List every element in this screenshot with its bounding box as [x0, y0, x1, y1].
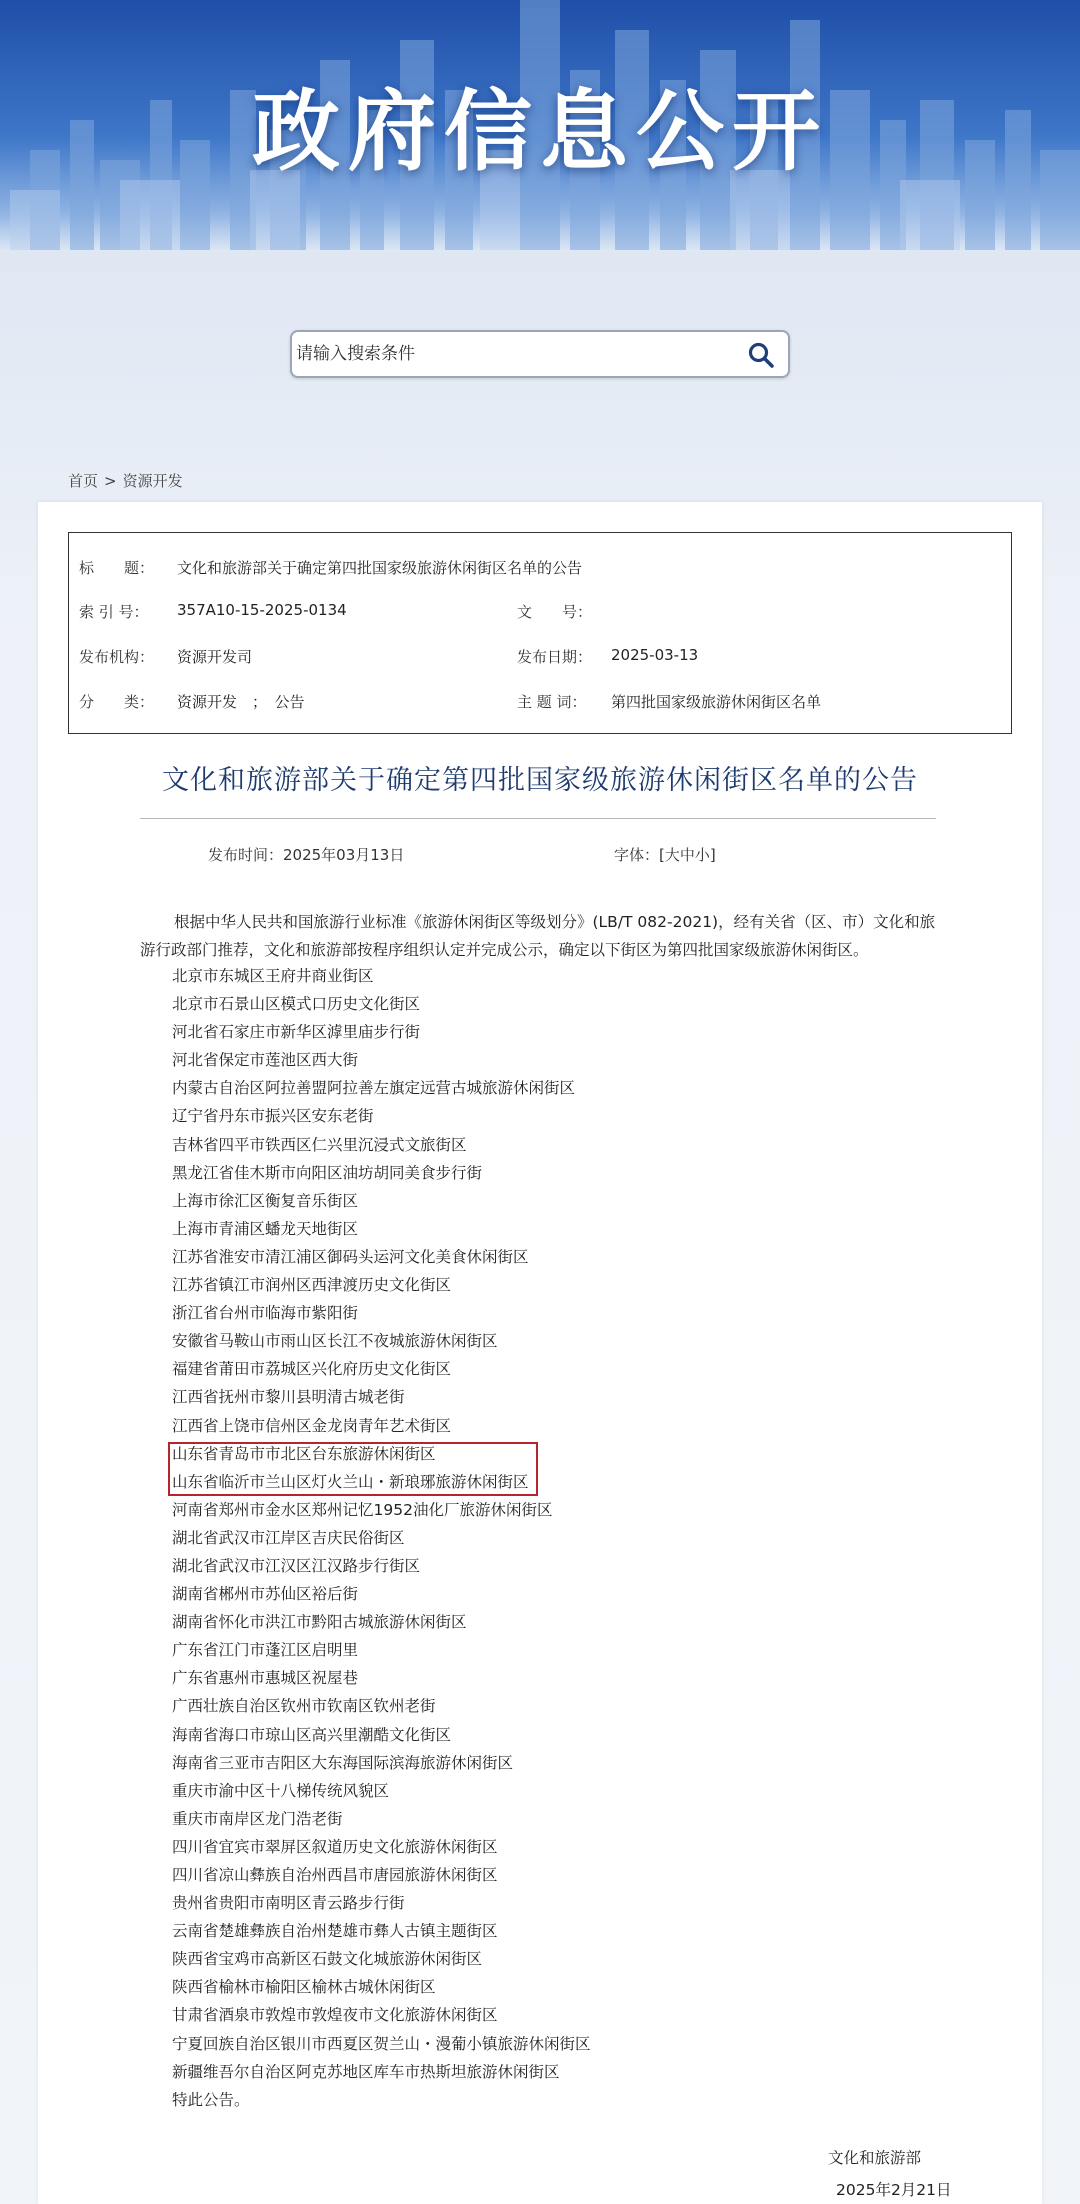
breadcrumb-current-link[interactable]: 资源开发 [122, 472, 183, 490]
title-divider [140, 818, 936, 819]
publish-time: 发布时间：2025年03月13日 [208, 846, 405, 864]
list-item: 上海市青浦区蟠龙天地街区 [172, 1219, 359, 1238]
search-button[interactable] [746, 340, 776, 370]
signature-date: 2025年2月21日 [836, 2181, 952, 2199]
list-item: 陕西省宝鸡市高新区石鼓文化城旅游休闲街区 [172, 1950, 483, 1969]
list-item: 湖南省郴州市苏仙区裕后街 [172, 1585, 359, 1604]
list-item: 甘肃省酒泉市敦煌市敦煌夜市文化旅游休闲街区 [172, 2006, 498, 2025]
article-title: 文化和旅游部关于确定第四批国家级旅游休闲街区名单的公告 [162, 765, 918, 796]
list-item: 江苏省淮安市清江浦区御码头运河文化美食休闲街区 [172, 1247, 529, 1266]
meta-date-label: 发布日期： [517, 648, 593, 666]
list-item: 湖北省武汉市江汉区江汉路步行街区 [172, 1556, 421, 1575]
meta-title-value: 文化和旅游部关于确定第四批国家级旅游休闲街区名单的公告 [177, 559, 583, 577]
meta-index-value: 357A10-15-2025-0134 [177, 601, 347, 619]
list-item: 新疆维吾尔自治区阿克苏地区库车市热斯坦旅游休闲街区 [172, 2062, 560, 2081]
meta-subject-value: 第四批国家级旅游休闲街区名单 [611, 693, 822, 711]
list-item: 海南省三亚市吉阳区大东海国际滨海旅游休闲街区 [172, 1753, 514, 1772]
list-item: 吉林省四平市铁西区仁兴里沉浸式文旅街区 [172, 1135, 467, 1154]
meta-category-label: 分 类： [79, 693, 155, 711]
list-item: 江西省抚州市黎川县明清古城老街 [172, 1388, 405, 1407]
list-item: 辽宁省丹东市振兴区安东老街 [172, 1107, 374, 1126]
banner-title: 政府信息公开 [251, 80, 828, 183]
intro-line-2: 游行政部门推荐，文化和旅游部按程序组织认定并完成公示，确定以下街区为第四批国家级旅游休闲街区。 [140, 941, 869, 959]
meta-index-label: 索 引 号： [79, 603, 149, 621]
list-item: 河南省郑州市金水区郑州记忆1952油化厂旅游休闲街区 [172, 1500, 553, 1519]
list-item: 广西壮族自治区钦州市钦南区钦州老街 [172, 1697, 436, 1716]
meta-date-value: 2025-03-13 [611, 646, 699, 664]
list-item-highlighted: 山东省青岛市市北区台东旅游休闲街区 [172, 1444, 436, 1463]
list-item: 黑龙江省佳木斯市向阳区油坊胡同美食步行街 [172, 1163, 483, 1182]
list-item: 北京市石景山区模式口历史文化街区 [172, 995, 421, 1014]
font-size-switcher[interactable]: 字体：[大中小] [614, 846, 716, 864]
meta-row-index [69, 601, 1013, 641]
header-banner [0, 0, 1080, 250]
list-item: 安徽省马鞍山市雨山区长江不夜城旅游休闲街区 [172, 1332, 498, 1351]
list-item: 江苏省镇江市润州区西津渡历史文化街区 [172, 1276, 452, 1295]
list-item: 内蒙古自治区阿拉善盟阿拉善左旗定远营古城旅游休闲街区 [172, 1079, 576, 1098]
breadcrumb-separator: > [104, 471, 117, 490]
list-item: 湖北省武汉市江岸区吉庆民俗街区 [172, 1528, 405, 1547]
list-item: 海南省海口市琼山区高兴里潮酷文化街区 [172, 1725, 452, 1744]
article-intro [140, 908, 940, 964]
search-icon [747, 341, 775, 369]
highlight-annotation-box [168, 1442, 538, 1496]
list-item: 广东省江门市蓬江区启明里 [172, 1641, 359, 1660]
breadcrumb [68, 470, 183, 491]
meta-row-category [69, 691, 1013, 731]
meta-category-value: 资源开发 ； 公告 [177, 693, 305, 711]
list-item: 湖南省怀化市洪江市黔阳古城旅游休闲街区 [172, 1613, 467, 1632]
meta-row-issuer [69, 646, 1013, 686]
document-metadata-table [68, 532, 1012, 734]
list-item: 陕西省榆林市榆阳区榆林古城休闲街区 [172, 1978, 436, 1997]
list-item-highlighted: 山东省临沂市兰山区灯火兰山・新琅琊旅游休闲街区 [172, 1472, 529, 1491]
meta-row-title [69, 557, 1013, 597]
list-item: 浙江省台州市临海市紫阳街 [172, 1304, 359, 1323]
breadcrumb-home-link[interactable]: 首页 [68, 472, 99, 490]
district-list [172, 962, 912, 2114]
list-item: 河北省石家庄市新华区滹里庙步行街 [172, 1023, 421, 1042]
list-item: 江西省上饶市信州区金龙岗青年艺术街区 [172, 1416, 452, 1435]
list-item: 广东省惠州市惠城区祝屋巷 [172, 1669, 359, 1688]
list-item: 云南省楚雄彝族自治州楚雄市彝人古镇主题街区 [172, 1922, 498, 1941]
list-item: 河北省保定市莲池区西大街 [172, 1051, 359, 1070]
list-item: 上海市徐汇区衡复音乐街区 [172, 1191, 359, 1210]
signature-org: 文化和旅游部 [828, 2149, 922, 2167]
search-box [290, 330, 790, 378]
search-input[interactable] [296, 338, 716, 370]
list-item: 福建省莆田市荔城区兴化府历史文化街区 [172, 1360, 452, 1379]
list-item: 重庆市南岸区龙门浩老街 [172, 1809, 343, 1828]
meta-issuer-label: 发布机构： [79, 648, 155, 666]
meta-issuer-value: 资源开发司 [177, 648, 253, 666]
list-item: 四川省凉山彝族自治州西昌市唐园旅游休闲街区 [172, 1866, 498, 1884]
list-item: 重庆市渝中区十八梯传统风貌区 [172, 1781, 390, 1800]
meta-docno-label: 文 号： [517, 603, 593, 621]
list-item: 贵州省贵阳市南明区青云路步行街 [172, 1894, 405, 1913]
list-item: 四川省宜宾市翠屏区叙道历史文化旅游休闲街区 [172, 1837, 498, 1856]
meta-title-label: 标 题： [79, 559, 155, 577]
list-item: 宁夏回族自治区银川市西夏区贺兰山・漫葡小镇旅游休闲街区 [172, 2034, 591, 2053]
closing-text: 特此公告。 [172, 2090, 250, 2109]
meta-subject-label: 主 题 词： [517, 693, 587, 711]
list-item: 北京市东城区王府井商业街区 [172, 967, 374, 985]
intro-line-1: 根据中华人民共和国旅游行业标准《旅游休闲街区等级划分》(LB/T 082-2021)，经有关省（区、市）文化和旅 [174, 913, 936, 931]
